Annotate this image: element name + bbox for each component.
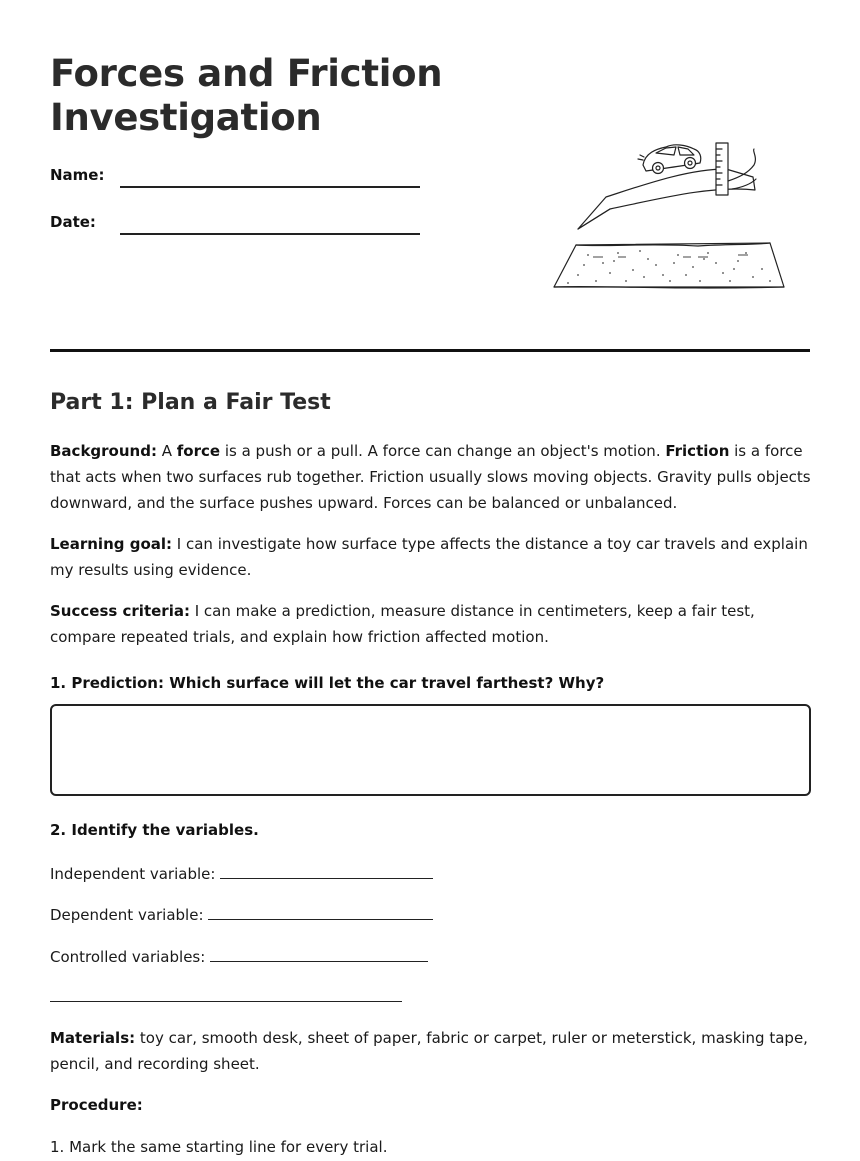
term-friction: Friction: [665, 442, 730, 460]
learning-goal-paragraph: Learning goal: I can investigate how surface type affects the distance a toy car travels and explain my results using evidence.: [50, 535, 808, 579]
section-divider: [50, 349, 810, 352]
term-force: force: [176, 442, 221, 460]
controlled-variables-extra-line[interactable]: [50, 1001, 402, 1002]
ramp-car-illustration: [548, 135, 798, 295]
learning-goal-label: Learning goal:: [50, 535, 173, 553]
question-variables: 2. Identify the variables.: [50, 821, 259, 839]
success-criteria-paragraph: Success criteria: I can make a prediction, measure distance in centimeters, keep a fair test, compare repeated trials, and explain how friction affected motion.: [50, 602, 755, 646]
materials-paragraph: Materials: toy car, smooth desk, sheet of paper, fabric or carpet, ruler or meterstick, masking tape, pencil, and recording sheet.: [50, 1029, 808, 1073]
background-label: Background:: [50, 442, 157, 460]
date-label: Date:: [50, 213, 96, 231]
controlled-variables-row: [50, 946, 428, 966]
question-prediction: 1. Prediction: Which surface will let the car travel farthest? Why?: [50, 674, 605, 692]
dependent-variable-row: [50, 904, 433, 924]
success-criteria-label: Success criteria:: [50, 602, 190, 620]
page-title: Forces and Friction Investigation: [50, 52, 443, 139]
name-field[interactable]: [120, 186, 420, 188]
independent-variable-blank[interactable]: [220, 863, 433, 879]
dependent-variable-label: Dependent variable:: [50, 906, 204, 924]
procedure-step: 1. Mark the same starting line for every trial.: [50, 1138, 388, 1156]
controlled-variables-blank[interactable]: [210, 946, 428, 962]
dependent-variable-blank[interactable]: [208, 904, 433, 920]
independent-variable-row: [50, 863, 433, 883]
procedure-heading: Procedure:: [50, 1096, 143, 1114]
part1-heading: Part 1: Plan a Fair Test: [50, 390, 331, 415]
name-label: Name:: [50, 166, 105, 184]
independent-variable-label: Independent variable:: [50, 865, 216, 883]
prediction-answer-box[interactable]: [50, 704, 811, 796]
controlled-variables-label: Controlled variables:: [50, 948, 206, 966]
materials-label: Materials:: [50, 1029, 136, 1047]
date-field[interactable]: [120, 233, 420, 235]
background-paragraph: Background: A force is a push or a pull. A force can change an object's motion. Friction is a force that acts when two surfaces rub together. Friction usually slows moving objects. Gravity pulls objects downward, and the surface pushes upward. Forces can be balanced or unbalanced.: [50, 442, 811, 512]
